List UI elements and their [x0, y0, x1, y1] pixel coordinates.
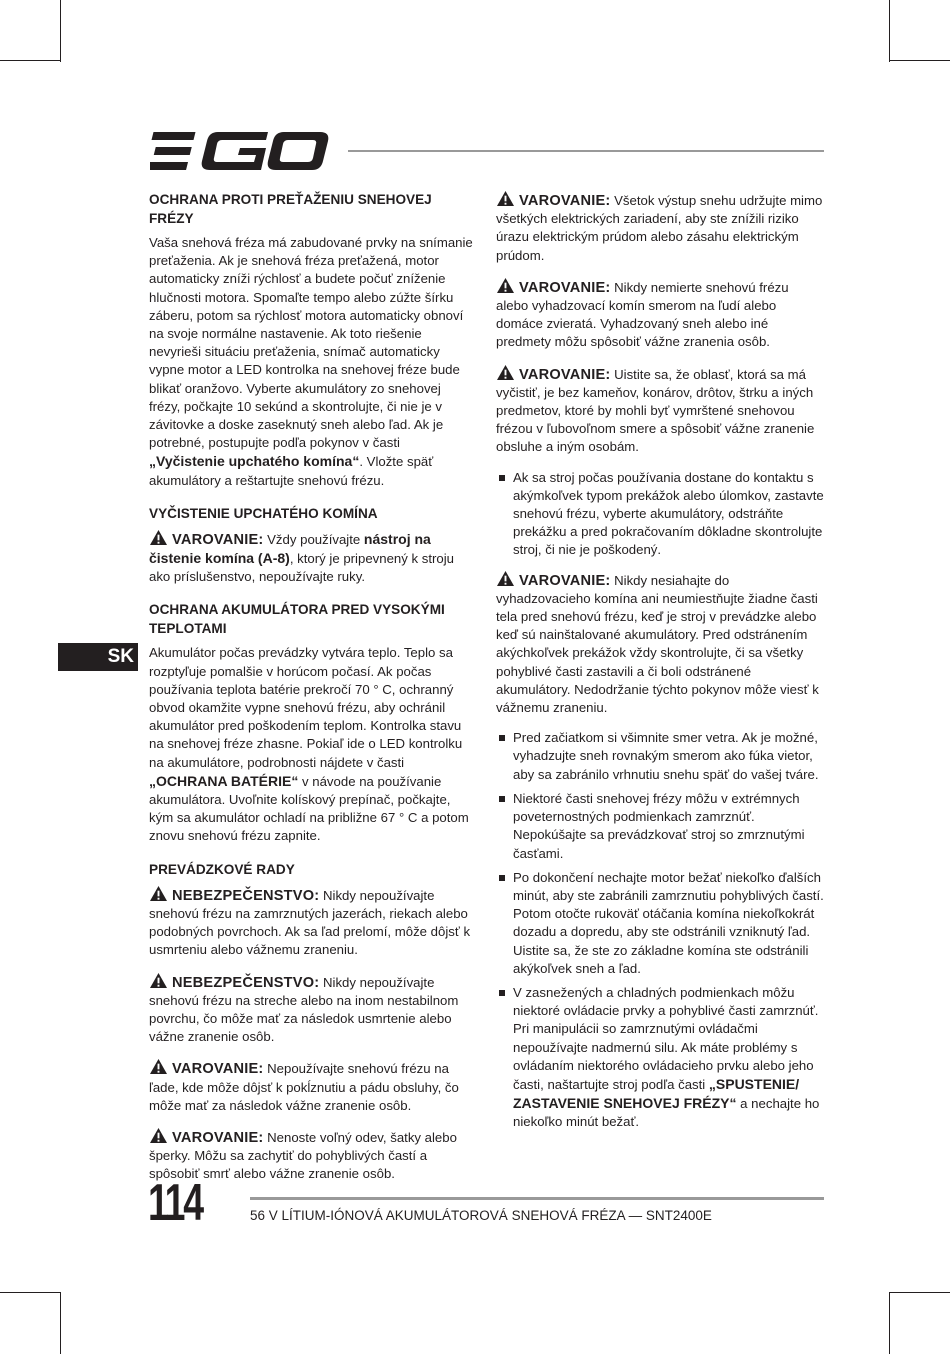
- warning-triangle-icon: [149, 885, 168, 902]
- warning-triangle-icon: [496, 570, 515, 587]
- language-tab: SK: [58, 643, 138, 671]
- crop-mark: [889, 1292, 890, 1354]
- left-column: [149, 190, 475, 1198]
- section-title: OCHRANA AKUMULÁTORA PRED VYSOKÝMI TEPLOTAMI: [149, 602, 445, 637]
- list-item: Ak sa stroj počas používania dostane do kontaktu s akýmkoľvek typom prekážok alebo úlomkov, zastavte snehovú frézu, vyberte akumulátory, odstráňte prekážku a pred pokračovaním dôkladne skontrolujte stroj, či nie je poškodený.: [496, 469, 824, 560]
- section-battery-temperature: [149, 600, 475, 845]
- bullet-square-icon: [499, 875, 505, 881]
- paragraph: Akumulátor počas prevádzky vytvára teplo. Teplo sa rozptyľuje pomalšie v horúcom počasí. Ak počas používania teplota batérie prekročí 70 ° C, ochranný obvod okamžite vypne snehovú frézu, aby ochránil akumulátor pred poškodením teplom. Kontrolka stavu na snehovej fréze zhasne. Pokiaľ ide o LED kontrolku na akumulátore, podrobnosti nájdete v časti „OCHRANA BATÉRIE“ v návode na používanie akumulátora. Uvoľnite kolískový prepínač, počkajte, kým sa akumulátor ochladí na približne 67 ° C a potom znovu snehovú frézu zapnite.: [149, 645, 469, 844]
- page-number: 114: [148, 1174, 202, 1232]
- crop-mark: [60, 0, 61, 62]
- warning: VAROVANIE: Všetok výstup snehu udržujte mimo všetkých elektrických zariadení, aby ste znížili riziko úrazu elektrickým prúdom alebo zásahu elektrickým prúdom.: [496, 190, 824, 265]
- section-operating-tips: [149, 860, 475, 1184]
- list-item: V zasnežených a chladných podmienkach môžu niektoré ovládacie prvky a pohyblivé časti zamrznúť. Pri manipulácii so zamrznutými ovládačmi nepoužívajte nadmernú silu. Ak máte problémy s ovládaním niektorého ovládacieho prvku alebo jeho časti, naštartujte stroj podľa časti „SPUSTENIE/ ZASTAVENIE SNEHOVEJ FRÉZY“ a nechajte ho niekoľko minút bežať.: [496, 984, 824, 1132]
- warning-triangle-icon: [149, 1127, 168, 1144]
- warning-triangle-icon: [496, 190, 515, 207]
- warning: VAROVANIE: Nikdy nemierte snehovú frézu alebo vyhadzovací komín smerom na ľudí alebo domáce zvieratá. Vyhadzovaný sneh alebo iné predmety môžu spôsobiť vážne zranenia osôb.: [496, 277, 824, 352]
- paragraph: Vaša snehová fréza má zabudované prvky na snímanie preťaženia. Ak je snehová fréza preťažená, motor automaticky zníži rýchlosť a budete počuť zníženie hlučnosti motora. Spomaľte tempo alebo zúžte šírku záberu, potom sa rýchlosť motora automaticky obnoví na svoje normálne nastavenie. Ak toto riešenie nevyrieši situáciu preťaženia, snímač automaticky vypne motor a LED kontrolka na snehovej fréze bude blikať oranžovo. Vyberte akumulátory zo snehovej frézy, počkajte 10 sekúnd a skontrolujte, či nie je v závitovke a doske zaseknutý sneh alebo ľad. Ak je potrebné, postupujte podľa pokynov v časti „Vyčistenie upchatého komína“. Vložte späť akumulátory a reštartujte snehovú frézu.: [149, 235, 473, 488]
- section-title: PREVÁDZKOVÉ RADY: [149, 861, 295, 877]
- warning-triangle-icon: [149, 1058, 168, 1075]
- list-item: Pred začiatkom si všimnite smer vetra. Ak je možné, vyhadzujte sneh rovnakým smerom ako fúka vietor, aby sa zabránilo vrhnutiu snehu späť do vašej tváre.: [496, 729, 824, 784]
- warning-triangle-icon: [496, 364, 515, 381]
- crop-mark: [889, 0, 890, 62]
- footer-title: 56 V LÍTIUM-IÓNOVÁ AKUMULÁTOROVÁ SNEHOVÁ FRÉZA — SNT2400E: [250, 1208, 712, 1223]
- bullet-square-icon: [499, 735, 505, 741]
- crop-mark: [890, 60, 950, 61]
- header-rule: [348, 150, 824, 152]
- warning: VAROVANIE: Nikdy nesiahajte do vyhadzovacieho komína ani neumiestňujte žiadne časti tela pred snehovú frézu, keď je stroj v prevádzke alebo keď sú nainštalované akumulátory. Pred odstránením akýchkoľvek prekážok vždy skontrolujte, či sa všetky pohyblivé časti zastavili a či boli odstránené akumulátory. Nedodržanie týchto pokynov môže viesť k vážnemu zraneniu.: [496, 570, 824, 718]
- bullet-square-icon: [499, 796, 505, 802]
- list-item: Po dokončení nechajte motor bežať niekoľko ďalších minút, aby ste zabránili zamrznutiu pohyblivých častí. Potom otočte rukoväť otáčania komína niekoľkokrát dozadu a dopredu, aby ste odstránili vzniknutý ľad. Uistite sa, že ste zo základne komína ste odstránili akýkoľvek sneh a ľad.: [496, 869, 824, 978]
- right-column: [496, 190, 824, 1142]
- section-overload: [149, 190, 475, 490]
- warning: VAROVANIE: Nenoste voľný odev, šatky alebo šperky. Môžu sa zachytiť do pohyblivých častí a spôsobiť smrť alebo vážne zranenie osôb.: [149, 1127, 475, 1184]
- danger: NEBEZPEČENSTVO: Nikdy nepoužívajte snehovú frézu na zamrznutých jazerách, riekach alebo podobných povrchoch. Ak sa ľad prelomí, môže dôjsť k usmrteniu alebo vážnemu zraneniu.: [149, 885, 475, 960]
- warning: VAROVANIE: Nepoužívajte snehovú frézu na ľade, kde môže dôjsť k pokĺznutiu a pádu obsluhy, čo môže mať za následok vážne zranenie osôb.: [149, 1058, 475, 1115]
- bullet-square-icon: [499, 990, 505, 996]
- crop-mark: [60, 1292, 61, 1354]
- warning-triangle-icon: [149, 972, 168, 989]
- danger: NEBEZPEČENSTVO: Nikdy nepoužívajte snehovú frézu na streche alebo na inom nestabilnom povrchu, čo môže mať za následok usmrtenie alebo vážne zranenie osôb.: [149, 972, 475, 1047]
- warning-triangle-icon: [149, 529, 168, 546]
- crop-mark: [0, 1292, 60, 1293]
- warning: VAROVANIE: Uistite sa, že oblasť, ktorá sa má vyčistiť, je bez kameňov, konárov, drôtov, štrku a iných predmetov, ktoré by mohli byť vymrštené snehovou frézou v ľubovoľnom smere a spôsobiť vážne zranenie obsluhe a iným osobám.: [496, 364, 824, 457]
- warning-triangle-icon: [496, 277, 515, 294]
- list-item: Niektoré časti snehovej frézy môžu v extrémnych poveternostných podmienkach zamrznúť. Nepokúšajte sa prevádzkovať stroj so zmrznutými časťami.: [496, 790, 824, 863]
- bullet-list: [496, 469, 824, 560]
- warning: VAROVANIE: Vždy používajte nástroj na čistenie komína (A-8), ktorý je pripevnený k stroju ako príslušenstvo, nepoužívajte ruky.: [149, 530, 455, 585]
- bullet-list: [496, 729, 824, 1131]
- section-title: VYČISTENIE UPCHATÉHO KOMÍNA: [149, 505, 378, 521]
- bullet-square-icon: [499, 475, 505, 481]
- crop-mark: [0, 60, 60, 61]
- ego-logo: [150, 130, 330, 172]
- section-chute-clearing: [149, 504, 475, 587]
- crop-mark: [890, 1292, 950, 1293]
- footer-rule: [250, 1197, 824, 1200]
- section-title: OCHRANA PROTI PREŤAŽENIU SNEHOVEJ FRÉZY: [149, 192, 432, 226]
